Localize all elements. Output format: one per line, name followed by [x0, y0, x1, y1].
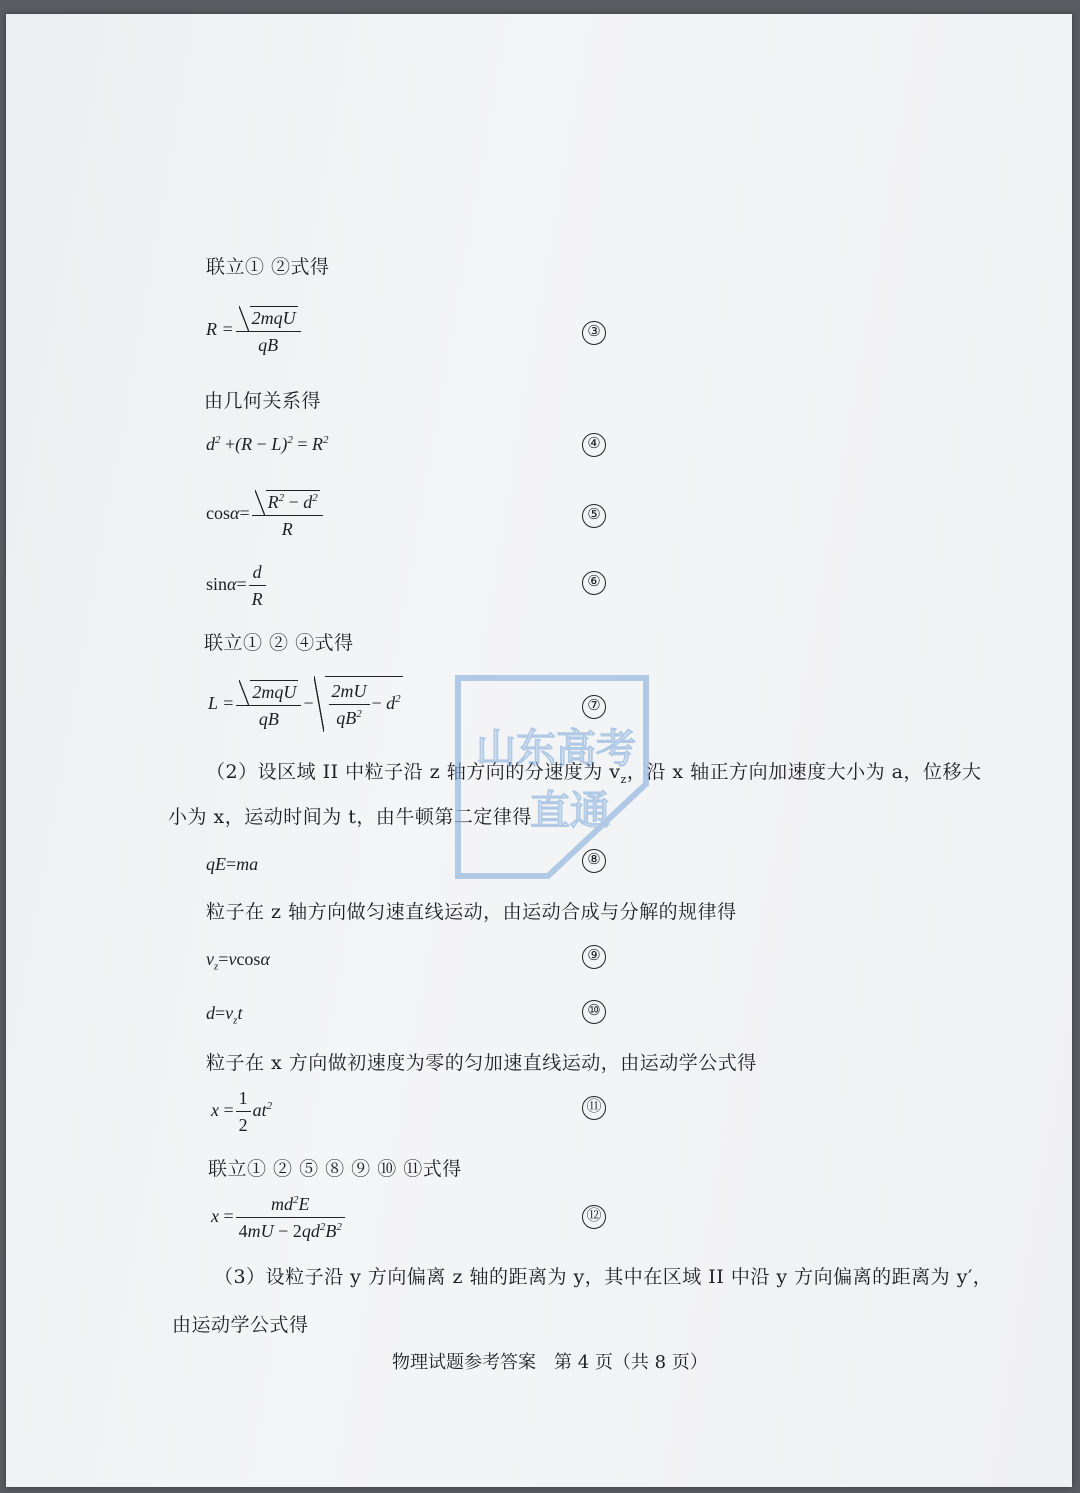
svg-text:直通: 直通: [530, 788, 610, 834]
text-line-x-motion: 粒子在 x 方向做初速度为零的匀加速直线运动，由运动学公式得: [206, 1052, 757, 1074]
equation-L: L = $\frac{\text{2mqU}}{qB}$ − $\frac{2mU}{qB^2}$ − $d^2$: [208, 676, 403, 730]
text-line-geometry: 由几何关系得: [204, 390, 322, 412]
equation-number-5: ⑤: [582, 504, 606, 528]
equation-number-9: ⑨: [582, 945, 606, 969]
equation-number-4: ④: [582, 433, 606, 457]
text-paragraph-3-line-1: （3）设粒子沿 y 方向偏离 z 轴的距离为 y，其中在区域 II 中沿 y 方向偏离的距离为 y′，: [214, 1266, 993, 1288]
equation-vz: $v_z=vcos\alpha$: [206, 949, 270, 973]
page-footer: 物理试题参考答案 第 4 页（共 8 页）: [392, 1352, 708, 1373]
equation-number-8: ⑧: [582, 849, 606, 873]
equation-x-kinematics: x = $\frac{1}{2}$ $at^2$: [211, 1088, 273, 1135]
equation-cos-alpha: cosα= $\frac{R^2 - d^2}{R}$: [206, 490, 325, 540]
equation-x-result: x = $\frac{md^2E}{4mU - 2qd^2B^2}$: [211, 1194, 347, 1242]
answer-sheet: [6, 14, 1072, 1487]
watermark-logo: [438, 674, 652, 880]
equation-R: R = $\frac{\text{2mqU}}{qB}$: [206, 306, 303, 356]
equation-number-12: ⑫: [582, 1205, 606, 1229]
text-line-combine-final: 联立① ② ⑤ ⑧ ⑨ ⑩ ⑪式得: [208, 1158, 462, 1180]
equation-number-6: ⑥: [582, 571, 606, 595]
svg-text:山东高考: 山东高考: [476, 726, 636, 772]
equation-number-11: ⑪: [582, 1096, 606, 1120]
text-paragraph-3-line-2: 由运动学公式得: [172, 1314, 309, 1336]
equation-number-3: ③: [582, 321, 606, 345]
equation-number-10: ⑩: [582, 1000, 606, 1024]
text-line-z-motion: 粒子在 z 轴方向做匀速直线运动，由运动合成与分解的规律得: [206, 901, 737, 923]
text-paragraph-2-line-2: 小为 x，运动时间为 t，由牛顿第二定律得: [168, 806, 532, 828]
equation-d: $d=v_zt$: [206, 1003, 243, 1027]
equation-newton: qE=ma: [206, 854, 259, 874]
equation-number-7: ⑦: [582, 695, 606, 719]
text-paragraph-2-line-1: （2）设区域 II 中粒子沿 z 轴方向的分速度为 $v_z$，沿 x 轴正方向加速度大小为 a，位移大: [206, 761, 982, 786]
equation-geometry: $d^2 +(R - L)^2 = R^2$: [206, 434, 329, 454]
equation-sin-alpha: sinα= $\frac{d}{R}$: [206, 562, 268, 610]
text-line-combine-1-2: 联立① ②式得: [206, 256, 330, 278]
text-line-combine-1-2-4: 联立① ② ④式得: [204, 632, 354, 654]
